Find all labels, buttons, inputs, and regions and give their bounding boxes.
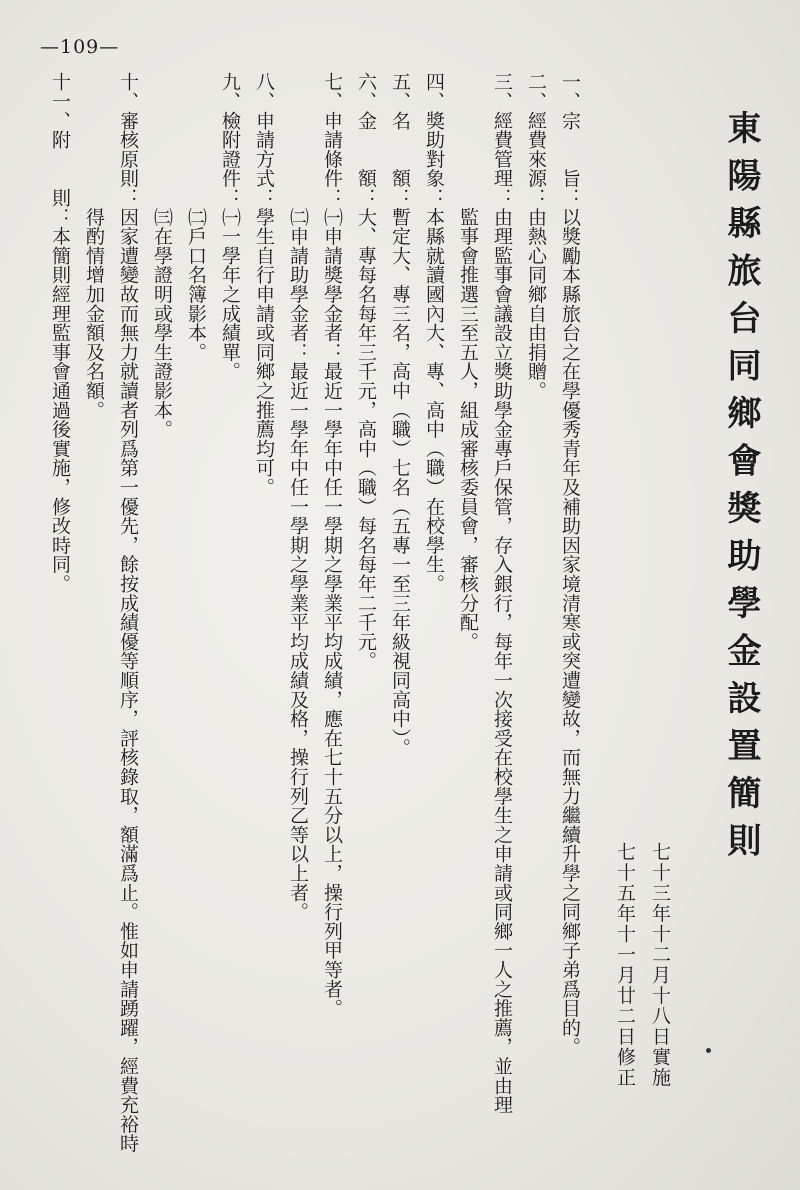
date-enacted: 七十三年十二月十八日實施 (649, 842, 671, 1088)
date-revised: 七十五年十一月廿二日修正 (614, 842, 636, 1088)
article-10-continuation: 得酌情增加金額及名額。 (83, 72, 105, 420)
document-title: 東陽縣旅台同鄉會獎助學金設置簡則 (721, 110, 761, 870)
article-8-application-method: 八、申請方式：學生自行申請或同鄉之推薦均可。 (253, 72, 275, 497)
page-number: —109— (40, 36, 120, 58)
article-3-continuation: 監事會推選三至五人，組成審核委員會，審核分配。 (457, 72, 479, 651)
article-1-purpose: 一、宗 旨：以獎勵本縣旅台之在學優秀青年及補助因家境清寒或突遭變故，而無力繼續升學之同鄉子弟爲目的。 (559, 72, 581, 1057)
article-9-item-2: ㈡戶口名簿影本。 (185, 72, 207, 362)
ink-dot (706, 1048, 711, 1053)
article-9-documents: 九、檢附證件：㈠一學年之成績單。 (219, 72, 241, 381)
article-9-item-3: ㈢在學證明或學生證影本。 (151, 72, 173, 439)
article-2-funding-source: 二、經費來源：由熱心同鄉自由捐贈。 (525, 72, 547, 401)
article-5-quota: 五、名 額：暫定大、專三名，高中（職）七名（五專一至三年級視同高中）。 (389, 72, 411, 758)
article-3-fund-management: 三、經費管理：由理監事會議設立獎助學金專戶保管，存入銀行，每年一次接受在校學生之申請或同鄉一人之推薦，並由理 (491, 72, 513, 1115)
article-7-continuation: ㈡申請助學金者：最近一學年中任一學期之學業平均成績及格，操行列乙等以上者。 (287, 72, 309, 922)
article-11-supplementary: 十一、附 則：本簡則經理監事會通過後實施，修改時同。 (49, 72, 71, 594)
article-10-review-principles: 十、審核原則：因家遭變故而無力就讀者列爲第一優先，餘按成績優等順序，評核錄取，額滿爲止。惟如申請踴躍，經費充裕時 (117, 72, 139, 1153)
article-4-eligibility: 四、獎助對象：本縣就讀國內大、專、高中（職）在校學生。 (423, 72, 445, 594)
article-7-conditions: 七、申請條件：㈠申請獎學金者：最近一學年中任一學期之學業平均成績，應在七十五分以上，操行列甲等者。 (321, 72, 343, 1018)
article-6-amount: 六、金 額：大、專每名每年三千元，高中（職）每名每年二千元。 (355, 72, 377, 671)
